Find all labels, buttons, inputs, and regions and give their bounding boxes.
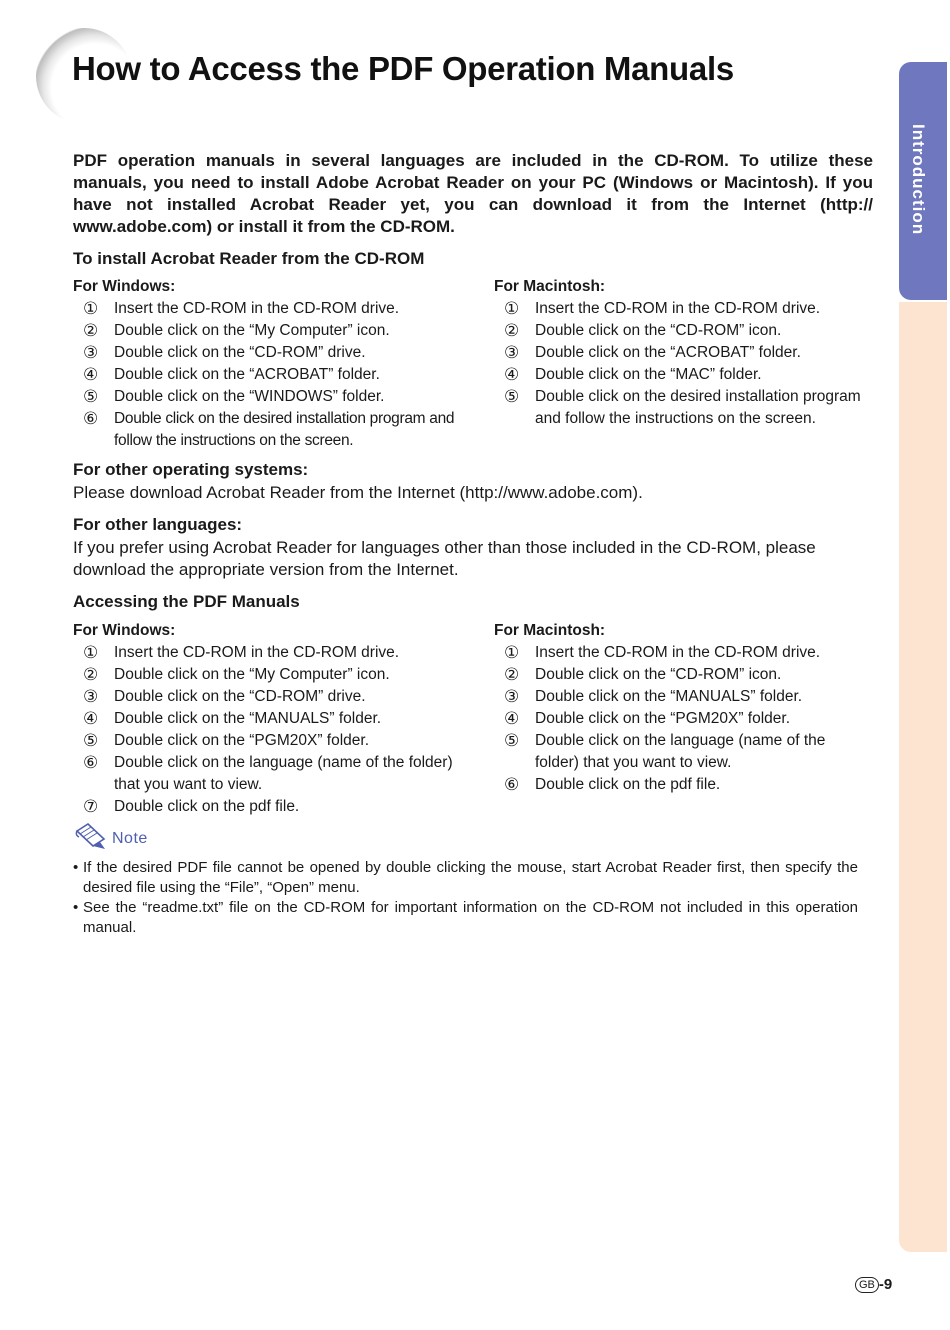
step-text: Insert the CD-ROM in the CD-ROM drive. — [114, 300, 400, 317]
other-lang-title: For other languages: — [73, 515, 243, 534]
step-item — [494, 730, 864, 774]
step-number: ① — [504, 299, 520, 318]
step-number: ⑥ — [83, 409, 98, 428]
step-item — [494, 298, 864, 320]
step-text: Double click on the “PGM20X” folder. — [114, 732, 370, 749]
pencil-note-icon — [74, 822, 112, 852]
step-item — [494, 364, 864, 386]
install-windows-column — [73, 276, 463, 452]
side-strip — [899, 302, 947, 1252]
step-number: ③ — [83, 687, 99, 706]
step-number: ② — [504, 321, 520, 340]
step-item — [494, 320, 864, 342]
step-text: Double click on the “My Computer” icon. — [114, 322, 390, 339]
step-number: ④ — [504, 365, 520, 384]
bullet-icon: • — [73, 859, 79, 876]
step-text: Double click on the “CD-ROM” icon. — [535, 322, 782, 339]
step-item — [73, 342, 463, 364]
other-os-title: For other operating systems: — [73, 460, 309, 479]
step-text: Double click on the pdf file. — [114, 798, 300, 815]
step-number: ⑤ — [504, 387, 520, 406]
note-label: Note — [112, 830, 148, 847]
other-os-body: Please download Acrobat Reader from the Internet (http://www.adobe.com). — [73, 483, 643, 502]
install-mac-steps — [494, 298, 864, 430]
note-text: See the “readme.txt” file on the CD-ROM for important information on the CD-ROM not included in this operation manual. — [83, 899, 858, 936]
step-number: ③ — [83, 343, 99, 362]
step-item — [73, 686, 463, 708]
step-text: Double click on the “WINDOWS” folder. — [114, 388, 385, 405]
step-number: ② — [83, 665, 99, 684]
step-text: Double click on the “MAC” folder. — [535, 366, 762, 383]
step-item — [73, 664, 463, 686]
step-number: ⑥ — [83, 753, 99, 772]
install-mac-column — [494, 276, 864, 430]
step-number: ③ — [504, 343, 520, 362]
step-number: ⑤ — [83, 731, 99, 750]
access-heading: Accessing the PDF Manuals — [73, 592, 300, 611]
access-mac-column — [494, 620, 864, 796]
step-number: ④ — [83, 709, 99, 728]
install-heading: To install Acrobat Reader from the CD-ROM — [73, 249, 425, 268]
install-mac-title: For Macintosh: — [494, 278, 606, 295]
step-number: ⑤ — [83, 387, 99, 406]
access-windows-title: For Windows: — [73, 622, 176, 639]
page-number-text: -9 — [878, 1276, 893, 1293]
step-item — [494, 774, 864, 796]
step-item — [73, 364, 463, 386]
note-list — [73, 858, 858, 938]
step-number: ④ — [504, 709, 520, 728]
access-mac-title: For Macintosh: — [494, 622, 606, 639]
access-windows-column — [73, 620, 463, 818]
step-text: Double click on the “CD-ROM” drive. — [114, 688, 366, 705]
gb-badge: GB — [855, 1277, 879, 1293]
step-item — [73, 408, 463, 452]
access-windows-steps — [73, 642, 463, 818]
step-text: Double click on the desired installation program and follow the instructions on the screen. — [535, 388, 861, 427]
step-number: ① — [504, 643, 520, 662]
step-text: Double click on the “ACROBAT” folder. — [114, 366, 380, 383]
step-text: Double click on the “CD-ROM” icon. — [535, 666, 782, 683]
page-number — [855, 1276, 892, 1293]
step-number: ③ — [504, 687, 520, 706]
install-windows-steps — [73, 298, 463, 452]
other-lang-body: If you prefer using Acrobat Reader for languages other than those included in the CD-ROM, please download the appropriate version from the Internet. — [73, 538, 816, 579]
step-text: Insert the CD-ROM in the CD-ROM drive. — [535, 644, 821, 661]
step-number: ① — [83, 299, 99, 318]
step-number: ⑦ — [83, 797, 99, 816]
step-item — [494, 642, 864, 664]
step-item — [494, 386, 864, 430]
side-tab-label: Introduction — [909, 124, 928, 236]
install-windows-title: For Windows: — [73, 278, 176, 295]
step-item — [73, 642, 463, 664]
page-title: How to Access the PDF Operation Manuals — [72, 50, 734, 87]
step-number: ② — [504, 665, 520, 684]
step-item — [73, 320, 463, 342]
step-item — [494, 664, 864, 686]
step-item — [73, 796, 463, 818]
step-text: Insert the CD-ROM in the CD-ROM drive. — [114, 644, 400, 661]
step-item — [494, 342, 864, 364]
step-number: ① — [83, 643, 99, 662]
step-text: Insert the CD-ROM in the CD-ROM drive. — [535, 300, 821, 317]
step-text: Double click on the “MANUALS” folder. — [114, 710, 382, 727]
bullet-icon: • — [73, 899, 79, 916]
step-number: ⑤ — [504, 731, 520, 750]
step-item — [73, 386, 463, 408]
step-item — [73, 730, 463, 752]
intro-paragraph: PDF operation manuals in several languages are included in the CD-ROM. To utilize these manuals, you need to install Adobe Acrobat Reader on your PC (Windows or Macintosh). If you have not installed Acrobat Reader yet, you can download it from the Internet (http:// www.adobe.com) or install it from the CD-ROM. — [73, 151, 873, 236]
note-item — [73, 898, 858, 938]
step-text: Double click on the “PGM20X” folder. — [535, 710, 791, 727]
note-text: If the desired PDF file cannot be opened by double clicking the mouse, start Acrobat Reader first, then specify the desired file using the “File”, “Open” menu. — [83, 859, 858, 896]
step-text: Double click on the desired installation program and follow the instructions on the screen. — [114, 410, 455, 449]
step-number: ④ — [83, 365, 99, 384]
step-text: Double click on the “My Computer” icon. — [114, 666, 390, 683]
step-text: Double click on the “CD-ROM” drive. — [114, 344, 366, 361]
step-text: Double click on the language (name of the folder) that you want to view. — [114, 754, 453, 793]
step-item — [494, 686, 864, 708]
step-text: Double click on the pdf file. — [535, 776, 721, 793]
step-item — [73, 708, 463, 730]
step-text: Double click on the “MANUALS” folder. — [535, 688, 803, 705]
step-text: Double click on the language (name of the folder) that you want to view. — [535, 732, 826, 771]
access-mac-steps — [494, 642, 864, 796]
step-item — [494, 708, 864, 730]
step-number: ⑥ — [504, 775, 520, 794]
step-text: Double click on the “ACROBAT” folder. — [535, 344, 801, 361]
step-number: ② — [83, 321, 99, 340]
step-item — [73, 298, 463, 320]
step-item — [73, 752, 463, 796]
note-item — [73, 858, 858, 898]
